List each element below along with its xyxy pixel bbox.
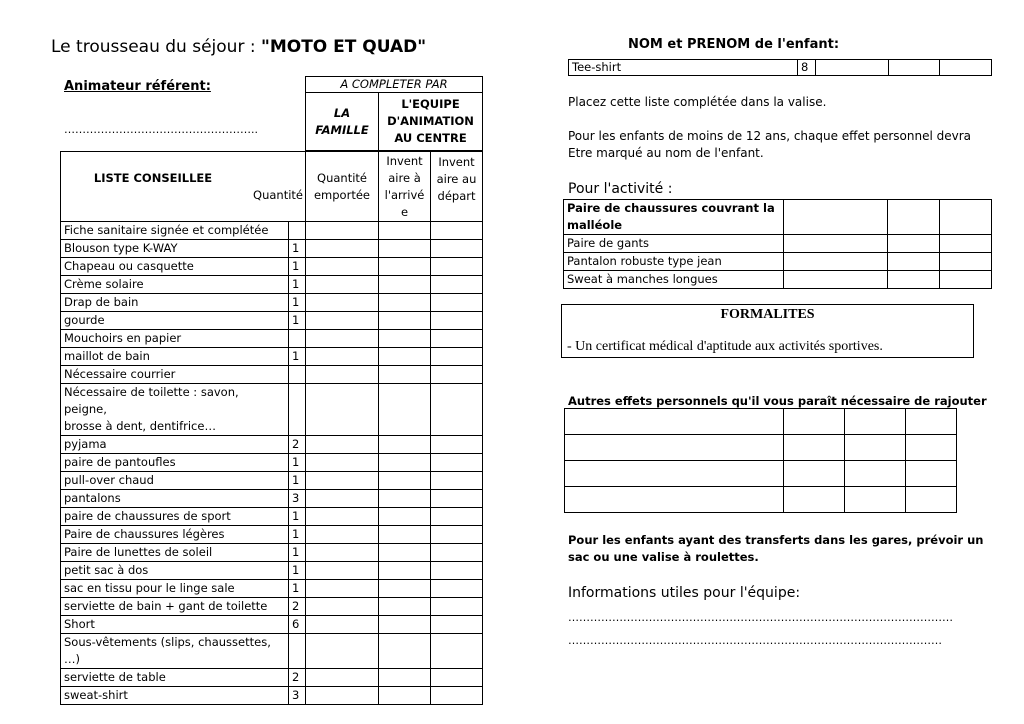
item-depart-input[interactable]: [431, 598, 483, 616]
item-arrivee-input[interactable]: [379, 490, 431, 508]
item-label: [61, 384, 289, 436]
infos-line-2: …………………………………………………………………………………………: [568, 634, 942, 647]
item-label-line: Fiche sanitaire signée et complétée: [64, 223, 269, 237]
item-arrivee-input[interactable]: [379, 348, 431, 366]
item-quantity: [289, 222, 306, 240]
item-label-line: sac en tissu pour le linge sale: [64, 581, 235, 595]
autres-input[interactable]: [784, 435, 845, 461]
activite-label: [564, 271, 784, 289]
item-emportee-input[interactable]: [306, 616, 379, 634]
item-label: [61, 490, 289, 508]
item-label-line: Mouchoirs en papier: [64, 331, 182, 345]
item-quantity: [289, 366, 306, 384]
item-arrivee-input[interactable]: [379, 222, 431, 240]
item-label-line: gourde: [64, 313, 105, 327]
item-quantity: 1: [289, 544, 306, 562]
item-label: [61, 687, 289, 705]
item-arrivee-input[interactable]: [379, 598, 431, 616]
item-label: [61, 616, 289, 634]
activite-row: [564, 271, 992, 289]
item-label-line: serviette de bain + gant de toilette: [64, 599, 268, 613]
item-depart-input[interactable]: [431, 472, 483, 490]
activite-input[interactable]: [940, 200, 992, 235]
item-quantity: 1: [289, 258, 306, 276]
formalites-box: [561, 304, 974, 358]
item-arrivee-input[interactable]: [379, 580, 431, 598]
item-label-line: Paire de chaussures légères: [64, 527, 225, 541]
item-emportee-input[interactable]: [306, 454, 379, 472]
item-label: [61, 366, 289, 384]
item-label: [61, 508, 289, 526]
autres-input[interactable]: [565, 487, 784, 513]
item-arrivee-input[interactable]: [379, 384, 431, 436]
equipe-line: L'EQUIPE: [401, 97, 460, 111]
autres-input[interactable]: [784, 461, 845, 487]
item-emportee-input[interactable]: [306, 580, 379, 598]
item-quantity: [289, 384, 306, 436]
autres-input[interactable]: [784, 409, 845, 435]
activite-label-line: Paire de gants: [567, 236, 650, 250]
animateur-label: Animateur référent:: [64, 79, 211, 94]
table-row: [61, 508, 483, 526]
item-quantity: 1: [289, 562, 306, 580]
depart-line: départ: [437, 189, 476, 203]
item-quantity: [289, 330, 306, 348]
item-label-line: serviette de table: [64, 670, 166, 684]
activite-input[interactable]: [940, 253, 992, 271]
item-depart-input[interactable]: [431, 222, 483, 240]
item-quantity: [289, 634, 306, 669]
activite-input[interactable]: [784, 253, 888, 271]
completer-header-table: [305, 76, 483, 151]
autres-input[interactable]: [845, 487, 906, 513]
item-quantity: 1: [289, 526, 306, 544]
item-label: [61, 454, 289, 472]
item-emportee-input[interactable]: [306, 240, 379, 258]
autres-row: [565, 435, 957, 461]
item-quantity: 1: [289, 294, 306, 312]
item-label-line: Paire de lunettes de soleil: [64, 545, 213, 559]
table-row: [61, 490, 483, 508]
item-depart-input[interactable]: [431, 490, 483, 508]
autres-input[interactable]: [906, 461, 957, 487]
completer-header: A COMPLETER PAR: [306, 77, 483, 93]
item-depart-input[interactable]: [431, 348, 483, 366]
autres-input[interactable]: [565, 435, 784, 461]
item-emportee-input[interactable]: [306, 472, 379, 490]
item-depart-input[interactable]: [431, 634, 483, 669]
item-arrivee-input[interactable]: [379, 294, 431, 312]
table-row: [61, 366, 483, 384]
item-quantity: 1: [289, 312, 306, 330]
autres-input[interactable]: [845, 461, 906, 487]
table-row: [61, 330, 483, 348]
autres-label: Autres effets personnels qu'il vous paraît nécessaire de rajouter: [568, 394, 987, 408]
list-header-cell: [61, 152, 306, 222]
depart-line: Invent: [438, 155, 475, 169]
item-label: [61, 258, 289, 276]
item-depart-input[interactable]: [431, 258, 483, 276]
item-depart-input[interactable]: [431, 544, 483, 562]
item-quantity: 1: [289, 580, 306, 598]
item-label: [61, 669, 289, 687]
item-arrivee-input[interactable]: [379, 276, 431, 294]
item-depart-input[interactable]: [431, 508, 483, 526]
table-row: [61, 384, 483, 436]
list-header-title: LISTE CONSEILLEE: [93, 171, 213, 185]
item-label-line: Nécessaire de toilette : savon, peigne,: [64, 385, 239, 416]
activite-label-line: Paire de chaussures couvrant la: [567, 201, 775, 215]
table-row: [61, 687, 483, 705]
activite-table: [563, 199, 992, 289]
nom-prenom-label: NOM et PRENOM de l'enfant:: [628, 37, 840, 52]
item-label-line: pull-over chaud: [64, 473, 154, 487]
moins12-line-1: Pour les enfants de moins de 12 ans, chaque effet personnel devra: [568, 129, 972, 143]
item-quantity: 1: [289, 276, 306, 294]
item-quantity: 3: [289, 490, 306, 508]
autres-input[interactable]: [565, 461, 784, 487]
item-label-line: Crème solaire: [64, 277, 144, 291]
autres-input[interactable]: [784, 487, 845, 513]
activite-input[interactable]: [784, 271, 888, 289]
emportee-line: emportée: [313, 187, 370, 202]
item-emportee-input[interactable]: [306, 222, 379, 240]
item-arrivee-input[interactable]: [379, 436, 431, 454]
item-arrivee-input[interactable]: [379, 562, 431, 580]
item-emportee-input[interactable]: [306, 276, 379, 294]
table-row: [61, 598, 483, 616]
title-name: "MOTO ET QUAD": [260, 37, 427, 57]
item-label-line: Nécessaire courrier: [64, 367, 176, 381]
infos-title: Informations utiles pour l'équipe:: [568, 585, 801, 601]
item-emportee-input[interactable]: [306, 544, 379, 562]
item-emportee-input[interactable]: [306, 330, 379, 348]
autres-input[interactable]: [906, 487, 957, 513]
item-depart-input[interactable]: [431, 384, 483, 436]
autres-input[interactable]: [845, 435, 906, 461]
item-label: [61, 240, 289, 258]
item-label: [61, 330, 289, 348]
autres-row: [565, 487, 957, 513]
item-label-line: Drap de bain: [64, 295, 139, 309]
item-emportee-input[interactable]: [306, 526, 379, 544]
item-label-line: paire de chaussures de sport: [64, 509, 231, 523]
item-depart-input[interactable]: [431, 687, 483, 705]
autres-input[interactable]: [845, 409, 906, 435]
item-emportee-input[interactable]: [306, 562, 379, 580]
table-row: [61, 436, 483, 454]
header-emportee: [306, 152, 379, 222]
item-label-line: petit sac à dos: [64, 563, 149, 577]
activite-input[interactable]: [888, 235, 940, 253]
completer-equipe: [379, 93, 483, 151]
item-label: [61, 634, 289, 669]
item-arrivee-input[interactable]: [379, 312, 431, 330]
activite-row: [564, 235, 992, 253]
item-arrivee-input[interactable]: [379, 634, 431, 669]
item-emportee-input[interactable]: [306, 508, 379, 526]
autres-row: [565, 409, 957, 435]
title-prefix: Le trousseau du séjour :: [51, 37, 261, 57]
item-label: [61, 294, 289, 312]
equipe-line: AU CENTRE: [394, 131, 467, 145]
item-label-line: pyjama: [64, 437, 107, 451]
item-depart-input[interactable]: [431, 526, 483, 544]
item-emportee-input[interactable]: [306, 687, 379, 705]
item-depart-input[interactable]: [431, 669, 483, 687]
item-label: [61, 544, 289, 562]
item-emportee-input[interactable]: [306, 366, 379, 384]
item-emportee-input[interactable]: [306, 384, 379, 436]
item-label: [61, 222, 289, 240]
activite-label-line: Sweat à manches longues: [567, 272, 718, 286]
emportee-line: Quantité: [317, 170, 367, 185]
item-quantity: 1: [289, 348, 306, 366]
item-depart-input[interactable]: [431, 312, 483, 330]
formalites-title: FORMALITES: [720, 307, 815, 322]
item-arrivee-input[interactable]: [379, 616, 431, 634]
header-arrivee: [379, 152, 431, 222]
famille-line: FAMILLE: [315, 122, 369, 137]
liste-conseillee-table: [60, 151, 483, 705]
item-arrivee-input[interactable]: [379, 687, 431, 705]
transferts-line-2: sac ou une valise à roulettes.: [568, 550, 759, 564]
animateur-dots: ……………………………………………..: [64, 123, 258, 136]
arrivee-line: l'arrivé: [384, 187, 425, 202]
item-emportee-input[interactable]: [306, 348, 379, 366]
item-depart-input[interactable]: [431, 580, 483, 598]
item-emportee-input[interactable]: [306, 312, 379, 330]
arrivee-line: aire à: [388, 170, 421, 185]
item-arrivee-input[interactable]: [379, 508, 431, 526]
table-row: [61, 526, 483, 544]
item-arrivee-input[interactable]: [379, 330, 431, 348]
arrivee-line: Invent: [386, 153, 423, 168]
item-label-line: Chapeau ou casquette: [64, 259, 194, 273]
autres-input[interactable]: [565, 409, 784, 435]
item-quantity: 3: [289, 687, 306, 705]
item-emportee-input[interactable]: [306, 294, 379, 312]
item-label: [61, 598, 289, 616]
completer-famille: [306, 93, 379, 151]
item-quantity: 2: [289, 669, 306, 687]
item-label: [61, 436, 289, 454]
item-label-line: Sous-vêtements (slips, chaussettes, …): [64, 635, 271, 666]
table-row: [61, 562, 483, 580]
item-label: [61, 472, 289, 490]
item-label: [61, 276, 289, 294]
item-arrivee-input[interactable]: [379, 258, 431, 276]
table-row: [61, 580, 483, 598]
item-label: [61, 348, 289, 366]
item-label: [61, 562, 289, 580]
teeshirt-table: [568, 59, 992, 76]
item-label-line: maillot de bain: [64, 349, 150, 363]
autres-input[interactable]: [906, 435, 957, 461]
item-depart-input[interactable]: [431, 562, 483, 580]
activite-title: Pour l'activité :: [568, 181, 673, 197]
famille-line: LA: [333, 105, 351, 120]
item-quantity: 1: [289, 454, 306, 472]
activite-label: [564, 200, 784, 235]
activite-input[interactable]: [888, 200, 940, 235]
item-label: [61, 580, 289, 598]
item-emportee-input[interactable]: [306, 669, 379, 687]
autres-table: [564, 408, 957, 513]
table-row: [61, 294, 483, 312]
teeshirt-emportee-input[interactable]: [816, 60, 889, 76]
table-row: [61, 240, 483, 258]
depart-line: aire au: [436, 172, 477, 186]
item-quantity: 2: [289, 598, 306, 616]
activite-input[interactable]: [888, 253, 940, 271]
list-header-quantite: Quantité: [253, 188, 303, 202]
activite-input[interactable]: [940, 271, 992, 289]
item-label: [61, 526, 289, 544]
placez-text: Placez cette liste complétée dans la valise.: [568, 95, 827, 109]
table-row: [61, 634, 483, 669]
item-arrivee-input[interactable]: [379, 669, 431, 687]
teeshirt-depart-input[interactable]: [940, 60, 992, 76]
item-depart-input[interactable]: [431, 294, 483, 312]
activite-row: [564, 253, 992, 271]
item-label-line: Blouson type K-WAY: [64, 241, 178, 255]
activite-input[interactable]: [888, 271, 940, 289]
item-arrivee-input[interactable]: [379, 526, 431, 544]
item-emportee-input[interactable]: [306, 598, 379, 616]
item-label-line: Short: [64, 617, 95, 631]
activite-label: [564, 253, 784, 271]
table-row: [61, 276, 483, 294]
table-row: [61, 669, 483, 687]
table-row: [61, 348, 483, 366]
arrivee-line: e: [400, 204, 409, 219]
teeshirt-label: Tee-shirt: [569, 60, 798, 76]
item-arrivee-input[interactable]: [379, 366, 431, 384]
item-quantity: 1: [289, 508, 306, 526]
item-emportee-input[interactable]: [306, 436, 379, 454]
activite-input[interactable]: [784, 235, 888, 253]
item-depart-input[interactable]: [431, 616, 483, 634]
header-depart: [431, 152, 483, 222]
item-label-line: brosse à dent, dentifrice…: [64, 419, 216, 433]
table-row: [61, 454, 483, 472]
item-depart-input[interactable]: [431, 330, 483, 348]
activite-row: [564, 200, 992, 235]
transferts-line-1: Pour les enfants ayant des transferts dans les gares, prévoir un: [568, 533, 984, 547]
item-arrivee-input[interactable]: [379, 544, 431, 562]
table-row: [61, 616, 483, 634]
autres-row: [565, 461, 957, 487]
page-title: [51, 36, 426, 58]
formalites-text: - Un certificat médical d'aptitude aux activités sportives.: [567, 339, 883, 354]
item-label: [61, 312, 289, 330]
item-label-line: sweat-shirt: [64, 688, 128, 702]
activite-input[interactable]: [940, 235, 992, 253]
activite-label: [564, 235, 784, 253]
item-depart-input[interactable]: [431, 276, 483, 294]
item-emportee-input[interactable]: [306, 634, 379, 669]
item-depart-input[interactable]: [431, 436, 483, 454]
teeshirt-qty: 8: [798, 60, 816, 76]
item-arrivee-input[interactable]: [379, 472, 431, 490]
item-quantity: 6: [289, 616, 306, 634]
table-row: [61, 222, 483, 240]
item-emportee-input[interactable]: [306, 258, 379, 276]
activite-label-line: Pantalon robuste type jean: [567, 254, 722, 268]
infos-line-1: ……………………………………………………………………………………………: [568, 611, 953, 624]
activite-label-line: malléole: [567, 218, 623, 232]
item-label-line: paire de pantoufles: [64, 455, 176, 469]
item-arrivee-input[interactable]: [379, 240, 431, 258]
equipe-line: D'ANIMATION: [387, 114, 474, 128]
activite-input[interactable]: [784, 200, 888, 235]
teeshirt-arrivee-input[interactable]: [889, 60, 940, 76]
item-depart-input[interactable]: [431, 454, 483, 472]
table-row: [61, 472, 483, 490]
item-emportee-input[interactable]: [306, 490, 379, 508]
table-row: [61, 258, 483, 276]
item-quantity: 2: [289, 436, 306, 454]
item-depart-input[interactable]: [431, 366, 483, 384]
table-row: [61, 544, 483, 562]
moins12-line-2: Etre marqué au nom de l'enfant.: [568, 146, 764, 160]
item-quantity: 1: [289, 240, 306, 258]
item-depart-input[interactable]: [431, 240, 483, 258]
item-label-line: pantalons: [64, 491, 121, 505]
autres-input[interactable]: [906, 409, 957, 435]
item-arrivee-input[interactable]: [379, 454, 431, 472]
item-quantity: 1: [289, 472, 306, 490]
table-row: [61, 312, 483, 330]
